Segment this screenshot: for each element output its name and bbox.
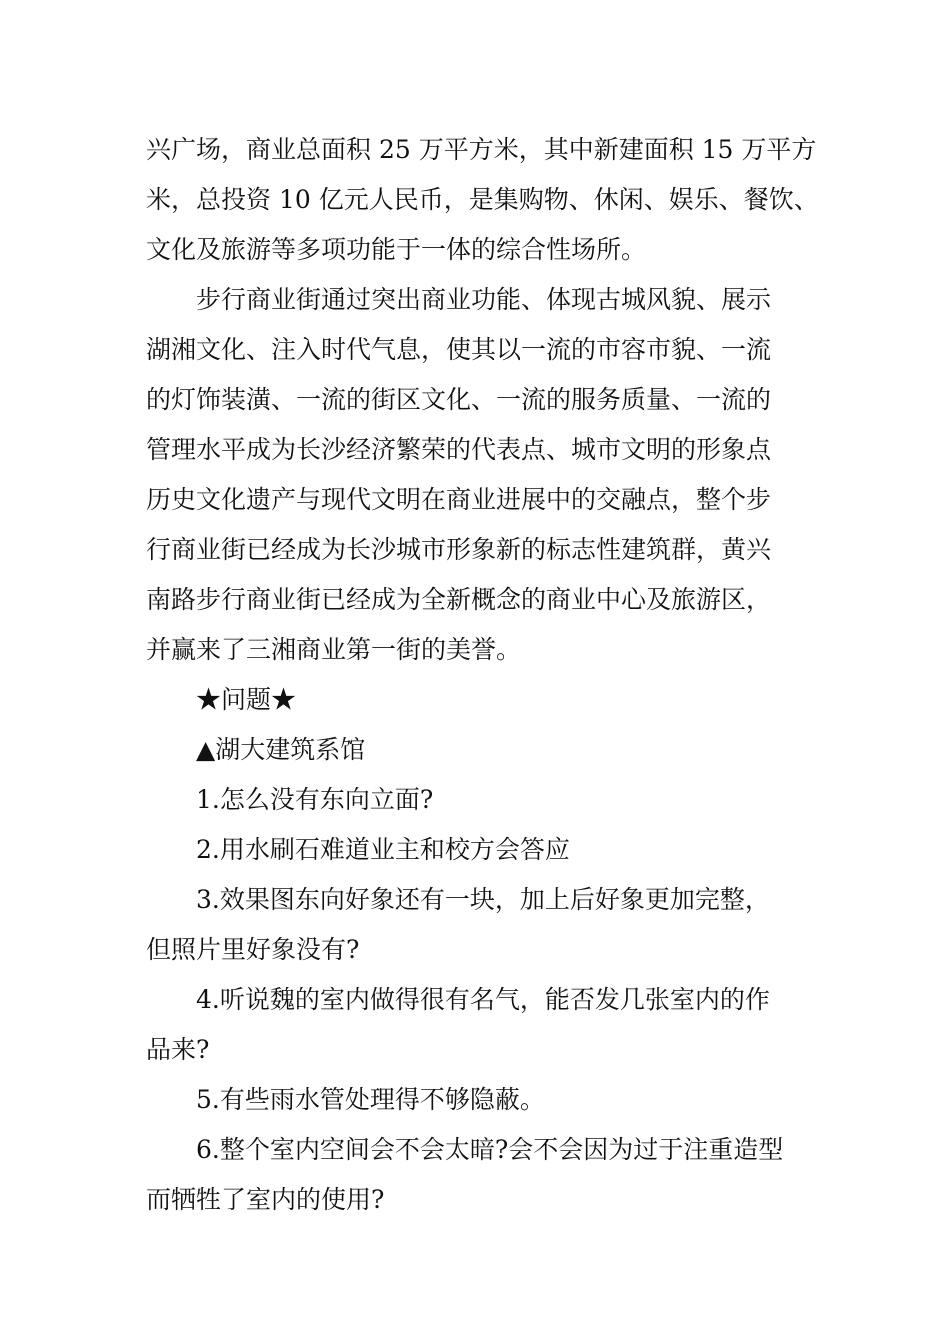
question-6-line-1: 6.整个室内空间会不会太暗?会不会因为过于注重造型 — [196, 1135, 784, 1164]
paragraph-2-line-4: 管理水平成为长沙经济繁荣的代表点、城市文明的形象点 — [146, 435, 772, 464]
paragraph-2-line-8: 并赢来了三湘商业第一街的美誉。 — [146, 635, 522, 664]
question-1: 1.怎么没有东向立面? — [196, 785, 434, 814]
question-4-line-2: 品来? — [146, 1035, 210, 1064]
question-5: 5.有些雨水管处理得不够隐蔽。 — [196, 1085, 545, 1114]
paragraph-2-line-1: 步行商业街通过突出商业功能、体现古城风貌、展示 — [196, 285, 772, 314]
paragraph-2-line-5: 历史文化遗产与现代文明在商业进展中的交融点，整个步 — [146, 485, 772, 514]
question-4-line-1: 4.听说魏的室内做得很有名气，能否发几张室内的作 — [196, 985, 770, 1014]
paragraph-1-line-3: 文化及旅游等多项功能于一体的综合性场所。 — [146, 235, 647, 264]
question-2: 2.用水刷石难道业主和校方会答应 — [196, 835, 570, 864]
paragraph-2-line-2: 湖湘文化、注入时代气息，使其以一流的市容市貌、一流 — [146, 335, 772, 364]
paragraph-2-line-6: 行商业街已经成为长沙城市形象新的标志性建筑群，黄兴 — [146, 535, 772, 564]
paragraph-2-line-3: 的灯饰装潢、一流的街区文化、一流的服务质量、一流的 — [146, 385, 772, 414]
question-3-line-2: 但照片里好象没有? — [146, 935, 360, 964]
paragraph-1-line-2: 米，总投资 10 亿元人民币，是集购物、休闲、娱乐、餐饮、 — [146, 185, 819, 214]
paragraph-2-line-7: 南路步行商业街已经成为全新概念的商业中心及旅游区， — [146, 585, 772, 614]
section-heading: ★问题★ — [196, 685, 297, 714]
paragraph-1-line-1: 兴广场，商业总面积 25 万平方米，其中新建面积 15 万平方 — [146, 135, 817, 164]
subsection-heading: ▲湖大建筑系馆 — [196, 735, 366, 764]
question-6-line-2: 而牺牲了室内的使用? — [146, 1185, 385, 1214]
question-3-line-1: 3.效果图东向好象还有一块，加上后好象更加完整， — [196, 885, 770, 914]
